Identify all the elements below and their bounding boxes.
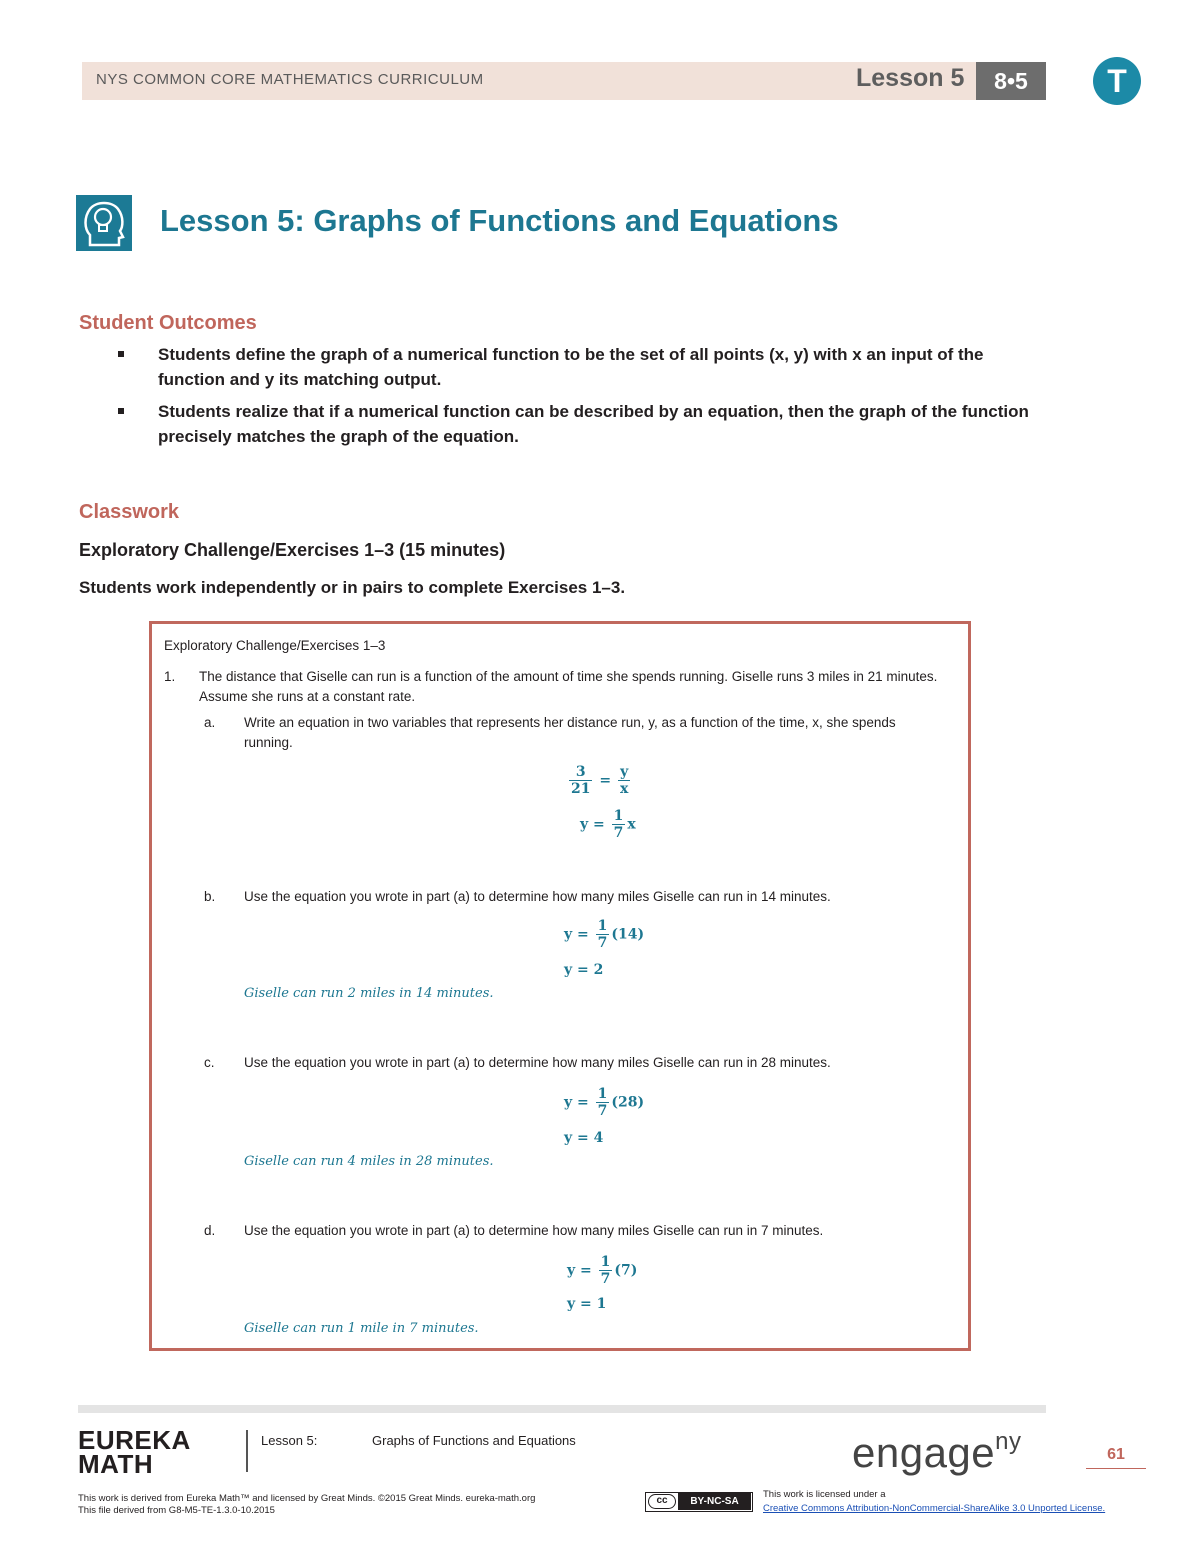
instruction-text: Students work independently or in pairs to complete Exercises 1–3.: [79, 578, 626, 597]
equation-a2: y = $\frac{1}{7}$ x: [580, 808, 636, 841]
question-text: The distance that Giselle can run is a function of the amount of time she spends running. Giselle runs 3 miles in 21 minutes. Assume she runs at a constant rate.: [199, 669, 938, 704]
equation-b1: y = $\frac{1}{7}$ (14): [564, 918, 645, 951]
question-number: 1.: [164, 669, 176, 684]
footer-rule: [78, 1405, 1046, 1413]
outcomes-list: [118, 342, 1048, 456]
part-text-a: Write an equation in two variables that represents her distance run, y, as a function of the time, x, she spends running.: [244, 715, 896, 750]
answer-b: Giselle can run 2 miles in 14 minutes.: [244, 986, 494, 1001]
part-text-b: Use the equation you wrote in part (a) to determine how many miles Giselle can run in 14 minutes.: [244, 889, 831, 904]
equation-a1: $\frac{3}{21}$ = $\frac{y}{x}$: [571, 764, 629, 797]
list-item: Students define the graph of a numerical function to be the set of all points (x, y) with x an input of the function and y its matching output.: [118, 342, 1048, 392]
equation-b2: y = 2: [564, 962, 604, 978]
part-label-a: a.: [204, 715, 216, 730]
teacher-badge-icon: T: [1093, 57, 1141, 105]
part-label-d: d.: [204, 1223, 216, 1238]
part-text-c: Use the equation you wrote in part (a) to determine how many miles Giselle can run in 28 minutes.: [244, 1055, 831, 1070]
page-title: Lesson 5: Graphs of Functions and Equations: [160, 203, 839, 238]
footer-lesson-name: Graphs of Functions and Equations: [372, 1433, 576, 1448]
part-label-c: c.: [204, 1055, 215, 1070]
module-badge: 8•5: [976, 62, 1046, 100]
exercise-box: [149, 621, 971, 1351]
equation-c2: y = 4: [564, 1130, 604, 1146]
part-label-b: b.: [204, 889, 216, 904]
box-title: Exploratory Challenge/Exercises 1–3: [164, 638, 386, 653]
exercise-subheading: Exploratory Challenge/Exercises 1–3 (15 minutes): [79, 540, 506, 560]
footer-divider: [246, 1430, 248, 1472]
header-lesson: Lesson 5: [856, 64, 965, 92]
equation-c1: y = $\frac{1}{7}$ (28): [564, 1086, 645, 1119]
creative-commons-icon: cc: [648, 1494, 676, 1509]
curriculum-title: NYS COMMON CORE MATHEMATICS CURRICULUM: [96, 71, 484, 88]
license-text: This work is licensed under a: [763, 1489, 886, 1500]
answer-c: Giselle can run 4 miles in 28 minutes.: [244, 1154, 494, 1169]
engage-ny-logo: engage$^{ny}$: [852, 1428, 1022, 1476]
cc-badge-label: BY-NC-SA: [678, 1493, 751, 1510]
lightbulb-head-icon: [76, 195, 132, 251]
footer-credit: This work is derived from Eureka Math™ and licensed by Great Minds. ©2015 Great Minds. eureka-math.org This file derived from G8-M5-TE-1.3.0-10.2015: [78, 1493, 536, 1516]
license-link[interactable]: Creative Commons Attribution-NonCommercial-ShareAlike 3.0 Unported License.: [763, 1503, 1106, 1514]
page-number: 61: [1086, 1446, 1146, 1469]
part-text-d: Use the equation you wrote in part (a) to determine how many miles Giselle can run in 7 minutes.: [244, 1223, 824, 1238]
cc-license-badge[interactable]: [645, 1492, 753, 1512]
outcomes-heading: Student Outcomes: [79, 312, 257, 334]
answer-d: Giselle can run 1 mile in 7 minutes.: [244, 1321, 479, 1336]
classwork-heading: Classwork: [79, 501, 180, 523]
bullet-icon: [118, 351, 124, 357]
equation-d1: y = $\frac{1}{7}$ (7): [567, 1254, 638, 1287]
list-item: Students realize that if a numerical function can be described by an equation, then the graph of the function precisely matches the graph of the equation.: [118, 399, 1048, 449]
equation-d2: y = 1: [567, 1296, 607, 1312]
eureka-math-logo: EUREKA MATH: [78, 1425, 191, 1479]
bullet-icon: [118, 408, 124, 414]
footer-lesson: Lesson 5:: [261, 1433, 318, 1448]
